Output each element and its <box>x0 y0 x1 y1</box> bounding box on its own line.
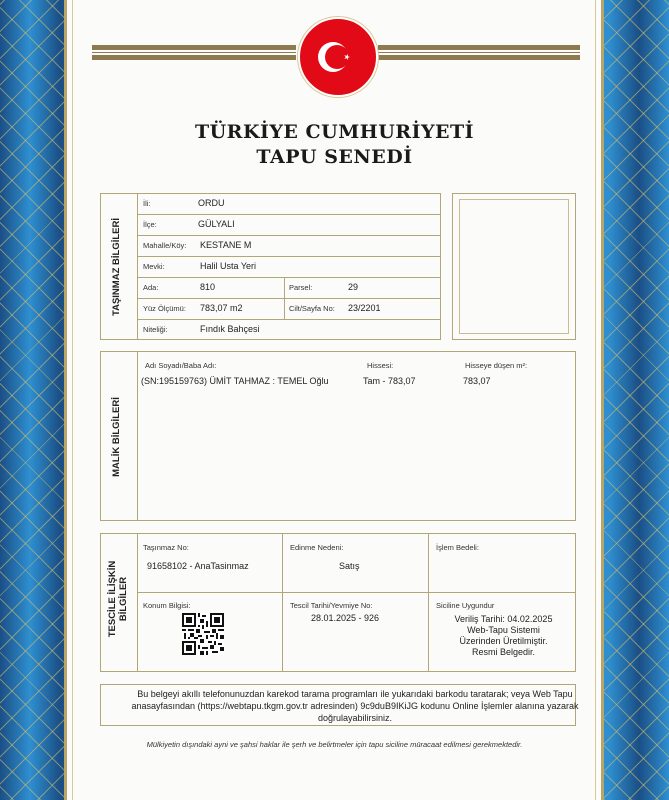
mahalle-value: KESTANE M <box>200 240 252 250</box>
il-label: İli: <box>143 199 151 208</box>
ilce-value: GÜLYALI <box>198 219 235 229</box>
ad-label: Adı Soyadı/Baba Adı: <box>145 361 217 370</box>
mahalle-label: Mahalle/Köy: <box>143 241 187 250</box>
ilce-label: İlçe: <box>143 220 157 229</box>
row-ilce <box>138 215 441 236</box>
edinme-label: Edinme Nedeni: <box>290 543 344 552</box>
tescil-section-label <box>107 544 129 654</box>
verilis-block <box>431 614 576 658</box>
title-line1: TÜRKİYE CUMHURİYETİ <box>194 121 475 143</box>
verilis-date: Veriliş Tarihi: 04.02.2025 <box>454 614 553 624</box>
tasinmaz-section <box>100 193 441 340</box>
malik-hisse-m2: 783,07 <box>463 376 491 386</box>
row-yuzolcumu-cilt <box>138 299 441 320</box>
row-ada-parsel <box>138 278 441 299</box>
tescil-label-line1: TESCİLE İLİŞKİN <box>107 560 118 638</box>
row-mevki <box>138 257 441 278</box>
header-band-right <box>378 45 580 61</box>
konum-label: Konum Bilgisi: <box>143 601 191 610</box>
mevki-value: Halil Usta Yeri <box>200 261 257 271</box>
edinme-value: Satış <box>339 561 360 571</box>
row-mahalle <box>138 236 441 257</box>
tescil-tarihi-label: Tescil Tarihi/Yevmiye No: <box>290 601 373 610</box>
verification-note: Bu belgeyi akıllı telefonunuzdan karekod tarama programları ile yukarıdaki barkodu taratarak; veya Web Tapu anasayfasından (https://webtapu.tkgm.gov.tr adresinden) 9c9duB9IKiJG kodunu Online İşlemler alanına yazarak doğrulayabilirsiniz. <box>131 689 579 723</box>
parsel-label: Parsel: <box>289 283 313 292</box>
islem-bedeli-label: İşlem Bedeli: <box>436 543 479 552</box>
turkish-flag-emblem <box>298 17 378 97</box>
tasinmaz-section-label: TAŞINMAZ BİLGİLERİ <box>111 218 122 316</box>
ada-value: 810 <box>200 282 216 292</box>
yuzolcumu-value: 783,07 m2 <box>200 303 243 313</box>
niteligi-value: Fındık Bahçesi <box>200 324 260 334</box>
header-band-left <box>92 45 296 61</box>
tescil-label-line2: BİLGİLER <box>118 576 129 622</box>
yuzolcumu-label: Yüz Ölçümü: <box>143 304 186 313</box>
tasinmaz-no-value: 91658102 - AnaTasinmaz <box>147 561 249 571</box>
verilis-line2: Web-Tapu Sistemi <box>467 625 540 635</box>
footer-disclaimer: Mülkiyetin dışındaki ayni ve şahsi haklar ile şerh ve belirtmeler için tapu siciline müracaat edilmesi gerekmektedir. <box>146 740 523 749</box>
tescil-section <box>100 533 576 672</box>
cilt-label: Cilt/Sayfa No: <box>289 304 335 313</box>
qr-code-icon[interactable] <box>182 613 224 655</box>
verilis-line4: Resmi Belgedir. <box>471 647 536 657</box>
title-line2: TAPU SENEDİ <box>256 146 413 168</box>
tescil-tarihi-value: 28.01.2025 - 926 <box>311 613 380 623</box>
row-il <box>138 194 441 215</box>
malik-name: (SN:195159763) ÜMİT TAHMAZ : TEMEL Oğlu <box>141 376 329 386</box>
malik-section <box>100 351 576 521</box>
parsel-value: 29 <box>348 282 359 292</box>
malik-section-label: MALİK BİLGİLERİ <box>111 397 122 477</box>
sicil-label: Siciline Uygundur <box>436 601 495 610</box>
photo-box <box>452 193 576 340</box>
row-niteligi <box>138 320 441 341</box>
malik-hisse: Tam - 783,07 <box>363 376 416 386</box>
il-value: ORDU <box>198 198 225 208</box>
hisse-label: Hissesi: <box>367 361 394 370</box>
cilt-value: 23/2201 <box>348 303 381 313</box>
mevki-label: Mevki: <box>143 262 165 271</box>
niteligi-label: Niteliği: <box>143 325 168 334</box>
verilis-line3: Üzerinden Üretilmiştir. <box>459 636 548 646</box>
tasinmaz-no-label: Taşınmaz No: <box>143 543 189 552</box>
ada-label: Ada: <box>143 283 159 292</box>
hisse-m2-label: Hisseye düşen m²: <box>465 361 528 370</box>
